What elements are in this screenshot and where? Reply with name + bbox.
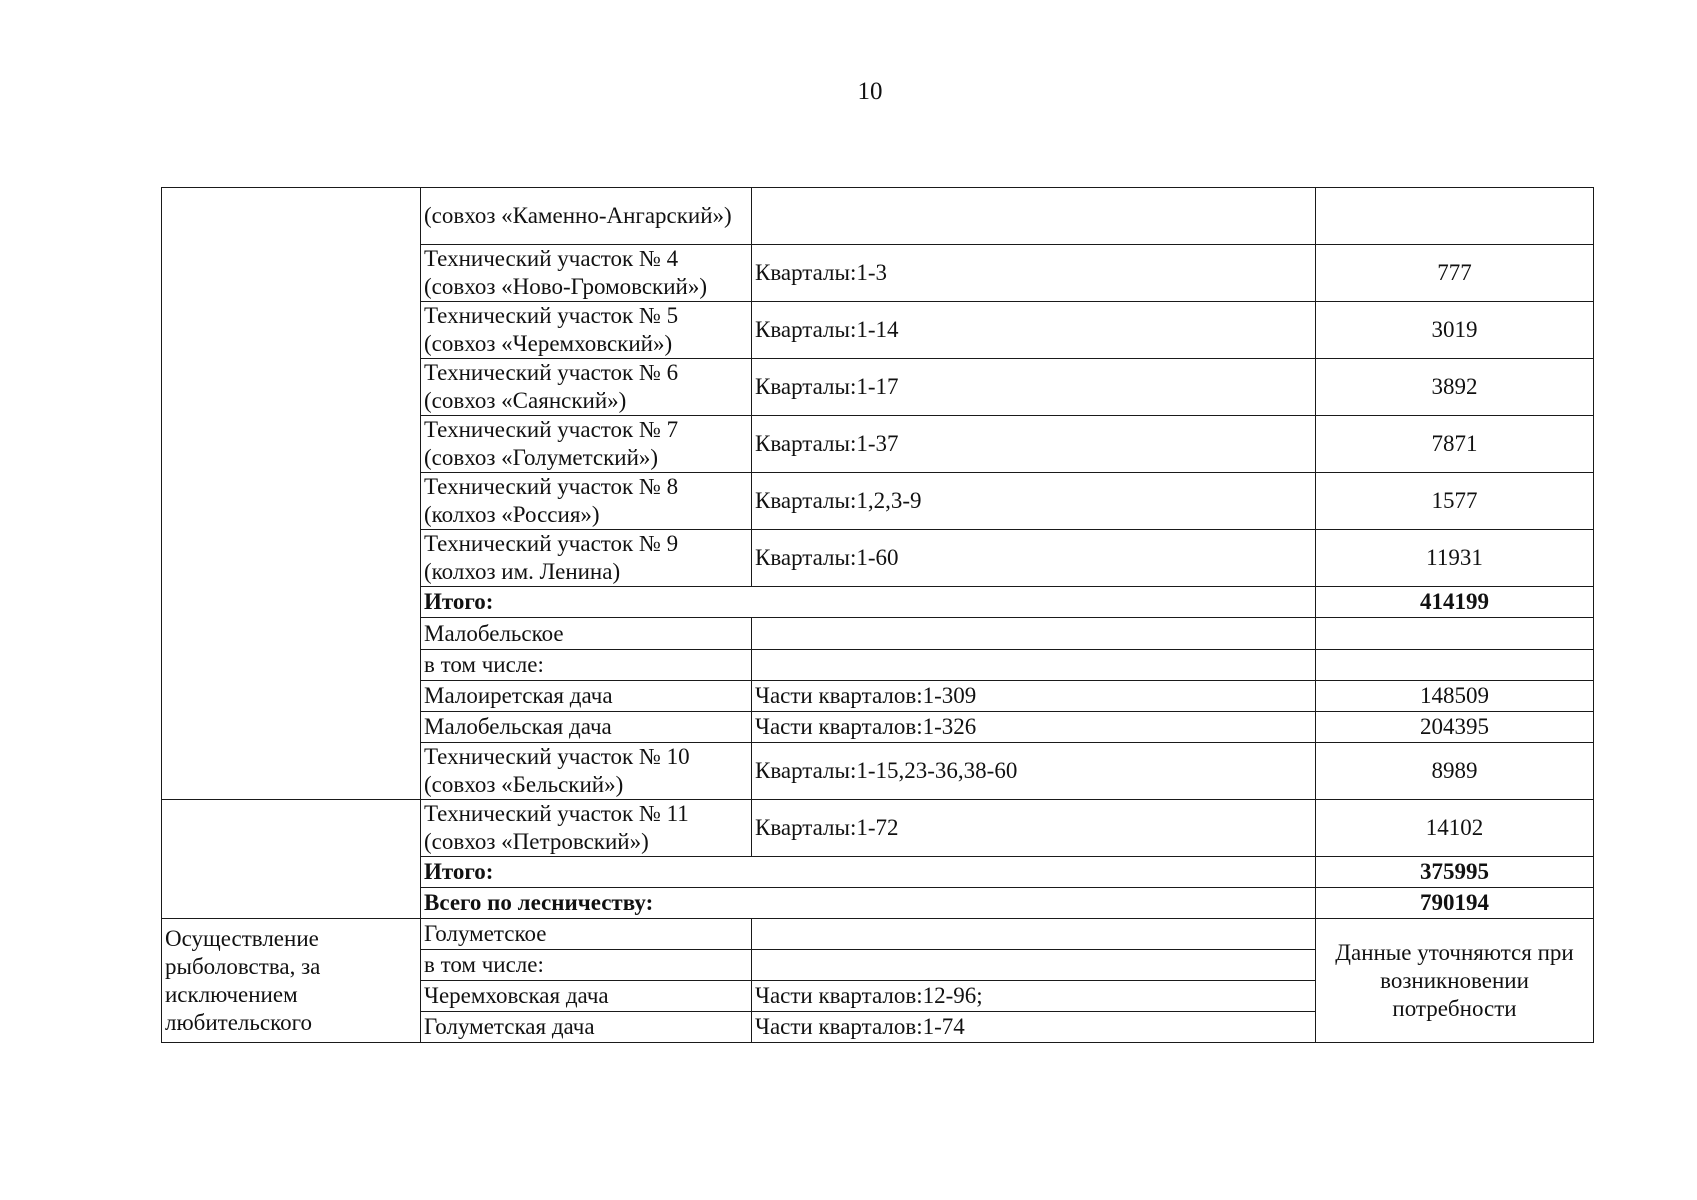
quarters-cell (752, 188, 1316, 245)
table-row (162, 800, 1594, 857)
forest-quarters-table (161, 187, 1594, 1043)
area-cell: 148509 (1316, 681, 1594, 712)
area-cell: 3892 (1316, 359, 1594, 416)
area-cell: 204395 (1316, 712, 1594, 743)
site-name: Технический участок № 11 (совхоз «Петровский») (421, 800, 752, 857)
site-name: Малоиретская дача (421, 681, 752, 712)
site-name: Технический участок № 5 (совхоз «Черемховский») (421, 302, 752, 359)
area-cell: 14102 (1316, 800, 1594, 857)
area-cell: 3019 (1316, 302, 1594, 359)
activity-cell: Осуществление рыболовства, за исключением любительского (162, 919, 421, 1043)
activity-cell-empty (162, 888, 421, 919)
grand-total-label: Всего по лесничеству: (421, 888, 1316, 919)
page-number: 10 (857, 78, 883, 105)
activity-cell-empty (162, 188, 421, 800)
site-name: Технический участок № 8 (колхоз «Россия») (421, 473, 752, 530)
including-label: в том числе: (421, 650, 752, 681)
table-row (162, 919, 1594, 950)
table-row (162, 188, 1594, 245)
note-cell: Данные уточняются при возникновении потребности (1316, 919, 1594, 1043)
site-name: Технический участок № 4 (совхоз «Ново-Громовский») (421, 245, 752, 302)
area-cell (1316, 650, 1594, 681)
quarters-cell: Части кварталов:1-309 (752, 681, 1316, 712)
area-cell: 1577 (1316, 473, 1594, 530)
quarters-cell: Части кварталов:1-326 (752, 712, 1316, 743)
site-name: Малобельская дача (421, 712, 752, 743)
forestry-name: Малобельское (421, 618, 752, 650)
subtotal-row (162, 857, 1594, 888)
quarters-cell: Кварталы:1-3 (752, 245, 1316, 302)
area-cell (1316, 618, 1594, 650)
quarters-cell: Части кварталов:1-74 (752, 1012, 1316, 1043)
quarters-cell (752, 650, 1316, 681)
site-name: Черемховская дача (421, 981, 752, 1012)
site-name: (совхоз «Каменно-Ангарский») (421, 188, 752, 245)
site-name: Технический участок № 10 (совхоз «Бельский») (421, 743, 752, 800)
quarters-cell: Кварталы:1-72 (752, 800, 1316, 857)
subtotal-value: 414199 (1316, 587, 1594, 618)
grand-total-row (162, 888, 1594, 919)
quarters-cell: Кварталы:1-15,23-36,38-60 (752, 743, 1316, 800)
quarters-cell: Кварталы:1-17 (752, 359, 1316, 416)
quarters-cell (752, 919, 1316, 950)
grand-total-value: 790194 (1316, 888, 1594, 919)
including-label: в том числе: (421, 950, 752, 981)
area-cell: 8989 (1316, 743, 1594, 800)
subtotal-label: Итого: (421, 857, 1316, 888)
site-name: Технический участок № 6 (совхоз «Саянский») (421, 359, 752, 416)
subtotal-value: 375995 (1316, 857, 1594, 888)
quarters-cell: Части кварталов:12-96; (752, 981, 1316, 1012)
site-name: Технический участок № 7 (совхоз «Голуметский») (421, 416, 752, 473)
quarters-cell (752, 618, 1316, 650)
activity-cell-empty (162, 800, 421, 857)
quarters-cell: Кварталы:1,2,3-9 (752, 473, 1316, 530)
subtotal-label: Итого: (421, 587, 1316, 618)
quarters-cell: Кварталы:1-14 (752, 302, 1316, 359)
site-name: Голуметская дача (421, 1012, 752, 1043)
quarters-cell (752, 950, 1316, 981)
forestry-name: Голуметское (421, 919, 752, 950)
area-cell: 11931 (1316, 530, 1594, 587)
area-cell (1316, 188, 1594, 245)
area-cell: 777 (1316, 245, 1594, 302)
area-cell: 7871 (1316, 416, 1594, 473)
quarters-cell: Кварталы:1-37 (752, 416, 1316, 473)
quarters-cell: Кварталы:1-60 (752, 530, 1316, 587)
site-name: Технический участок № 9 (колхоз им. Ленина) (421, 530, 752, 587)
activity-cell-empty (162, 857, 421, 888)
